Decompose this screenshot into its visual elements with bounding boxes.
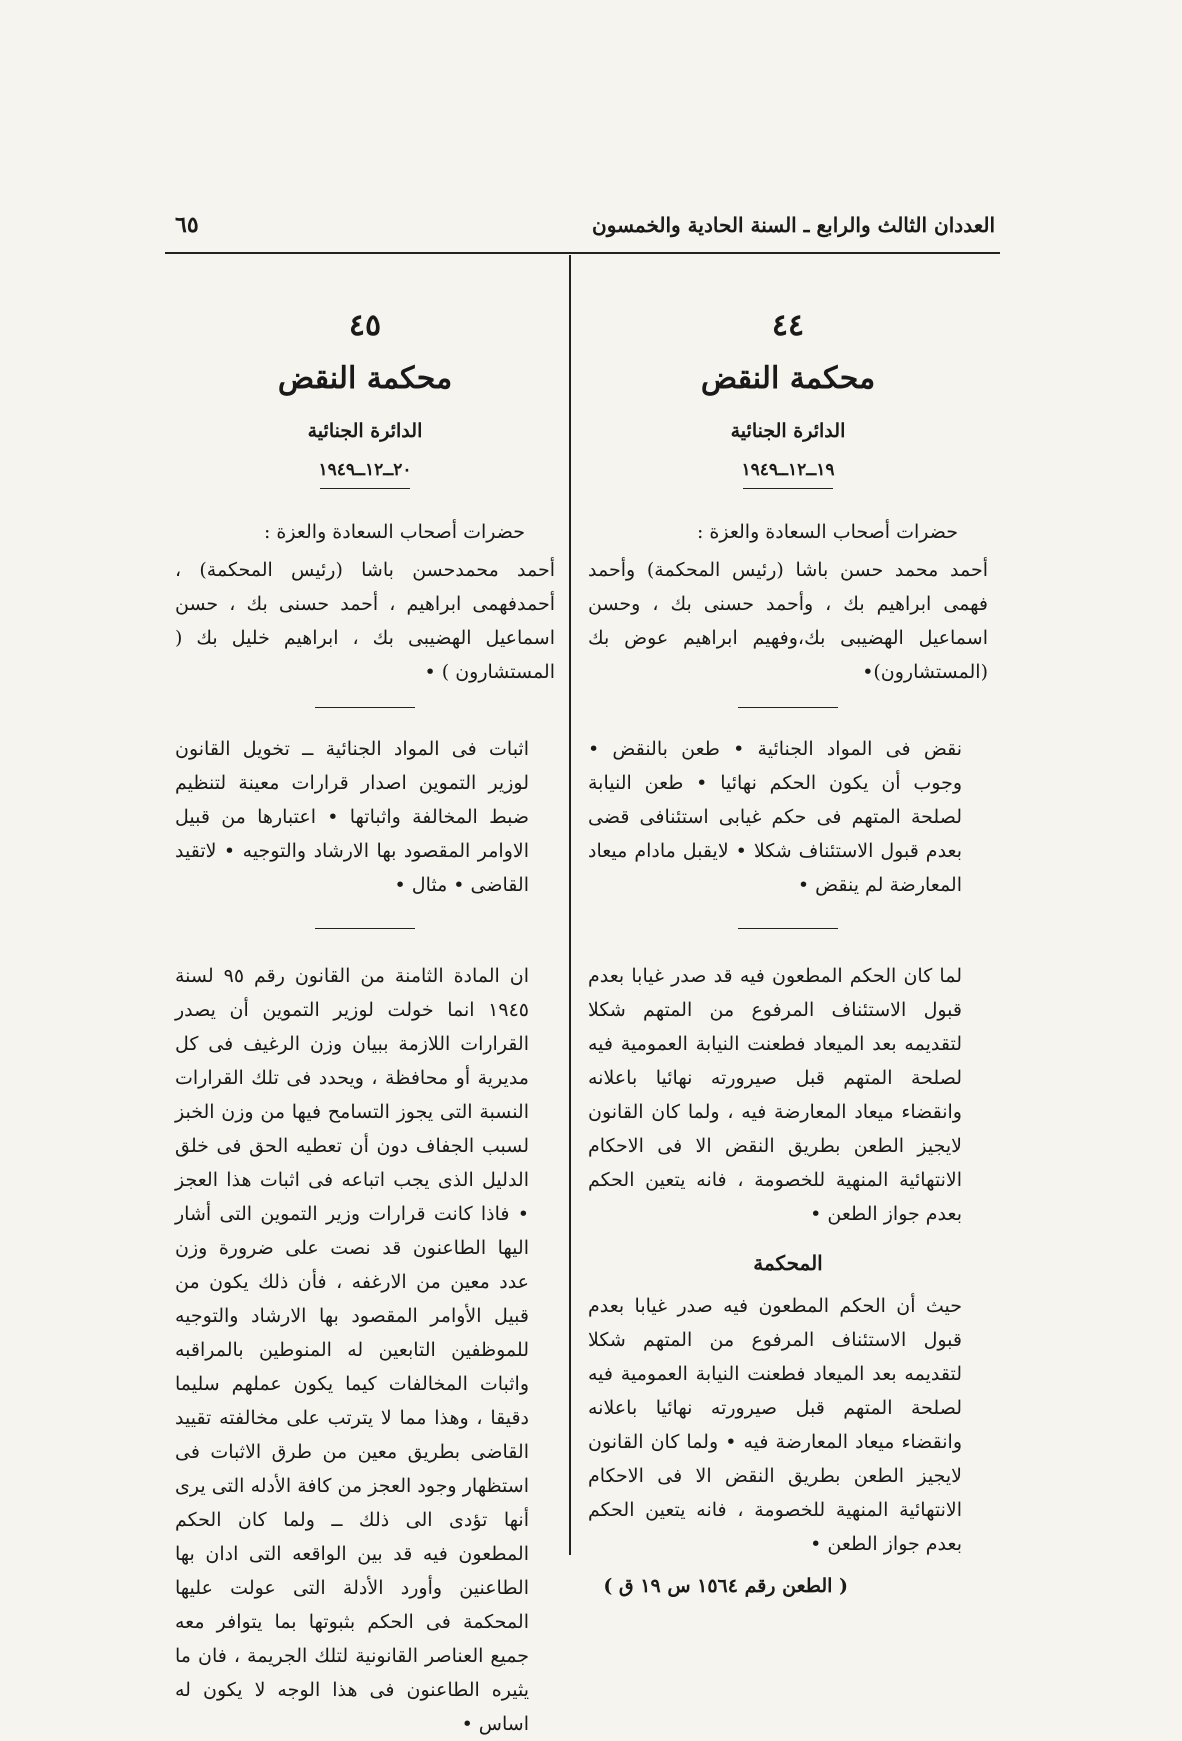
rule (738, 928, 838, 929)
session-date: ٢٠ــ١٢ــ١٩٤٩ (318, 460, 412, 480)
circuit-name: الدائرة الجنائية (307, 420, 423, 442)
court-name: محكمة النقض (277, 361, 453, 396)
case-body: ان المادة الثامنة من القانون رقم ٩٥ لسنة ١٩٤٥ انما خولت لوزير التموين أن يصدر القرارات اللازمة ببيان وزن الرغيف فى كل مديرية أو محافظة ، ويحدد فى تلك القرارات النسبة التى يجوز التسامح فيها من وزن الخبز لسبب الجفاف دون أن تعطيه الحق فى خلق الدليل الذى يجب اتباعه فى اثبات هذا العجز • فاذا كانت قرارات وزير التموين التى أشار اليها الطاعنون قد نصت على ضرورة وزن عدد معين من الارغفه ، فأن ذلك يكون من قبيل الأوامر المقصود بها الارشاد والتوجيه للموظفين التابعين له المنوطين بالمراقبه واثبات المخالفات كيما يكون عملهم سليما دقيقا ، وهذا مما لا يترتب على مخالفته تقييد القاضى بطريق معين من طرق الاثبات فى استظهار وجود العجز من كافة الأدله التى يرى أنها تؤدى الى ذلك ــ ولما كان الحكم المطعون فيه قد بين الواقعه التى ادان بها الطاعنين وأورد الأدلة التى عولت عليها المحكمة فى الحكم بثبوتها بما يتوافر معه جميع العناصر القانونية لتلك الجريمة ، فان ما يثيره الطاعنون فى هذا الوجه لا يكون له اساس • (175, 965, 530, 1735)
case-45-column (175, 300, 555, 1741)
court-name: محكمة النقض (700, 361, 876, 396)
column-divider (569, 255, 571, 1555)
rule (315, 928, 415, 929)
members-title: حضرات أصحاب السعادة والعزة : (696, 521, 958, 543)
members-list: أحمد محمد حسن باشا (رئيس المحكمة) وأحمد فهمى ابراهيم بك ، وأحمد حسنى بك ، وحسن اسماعيل الهضيبى بك،وفهيم ابراهيم عوض بك (المستشارون)• (588, 559, 988, 683)
case-summary: اثبات فى المواد الجنائية ــ تخويل القانون لوزير التموين اصدار قرارات معينة لتنظيم ضبط المخالفة واثباتها • اعتبارها من قبيل الاوامر المقصود بها الارشاد والتوجيه • لاتقيد القاضى • مثال • (175, 738, 529, 896)
header-rule (165, 252, 1000, 254)
judgment-title: المحكمة (753, 1251, 823, 1275)
case-44-column (588, 300, 988, 1597)
case-summary: نقض فى المواد الجنائية • طعن بالنقض • وجوب أن يكون الحكم نهائيا • طعن النيابة لصلحة المتهم فى حكم غيابى استئنافى قضى بعدم قبول الاستئناف شكلا • لايقبل مادام ميعاد المعارضة لم ينقض • (588, 738, 962, 896)
session-date: ١٩ــ١٢ــ١٩٤٩ (741, 460, 835, 480)
running-header (165, 205, 995, 245)
members-list: أحمد محمدحسن باشا (رئيس المحكمة) ، أحمدفهمى ابراهيم ، أحمد حسنى بك ، حسن اسماعيل الهضيبى بك ، ابراهيم خليل بك ( المستشارون ) • (175, 559, 555, 683)
case-number: ٤٥ (348, 308, 382, 343)
appeal-citation: ( الطعن رقم ١٥٦٤ س ١٩ ق ) (603, 1575, 848, 1597)
page-number: ٦٥ (175, 212, 199, 238)
rule (315, 707, 415, 708)
rule (743, 488, 833, 489)
journal-issue-title: العددان الثالث والرابع ـ السنة الحادية والخمسون (592, 213, 995, 237)
judgment-text: حيث أن الحكم المطعون فيه صدر غيابا بعدم قبول الاستئناف المرفوع من المتهم شكلا لتقديمه بعد الميعاد فطعنت النيابة العمومية فيه لصلحة المتهم قبل صيرورته نهائيا باعلانه وانقضاء ميعاد المعارضة فيه • ولما كان القانون لايجيز الطعن بطريق النقض الا فى الاحكام الانتهائية المنهية للخصومة ، فانه يتعين الحكم بعدم جواز الطعن • (588, 1295, 962, 1555)
case-body: لما كان الحكم المطعون فيه قد صدر غيابا بعدم قبول الاستئناف المرفوع من المتهم شكلا لتقديمه بعد الميعاد فطعنت النيابة العمومية فيه لصلحة المتهم قبل صيرورته نهائيا باعلانه وانقضاء ميعاد المعارضة فيه ، ولما كان القانون لايجيز الطعن بطريق النقض الا فى الاحكام الانتهائية المنهية للخصومة ، فانه يتعين الحكم بعدم جواز الطعن • (588, 965, 962, 1225)
rule (320, 488, 410, 489)
members-title: حضرات أصحاب السعادة والعزة : (263, 521, 525, 543)
case-number: ٤٤ (771, 308, 805, 343)
rule (738, 707, 838, 708)
circuit-name: الدائرة الجنائية (730, 420, 846, 442)
